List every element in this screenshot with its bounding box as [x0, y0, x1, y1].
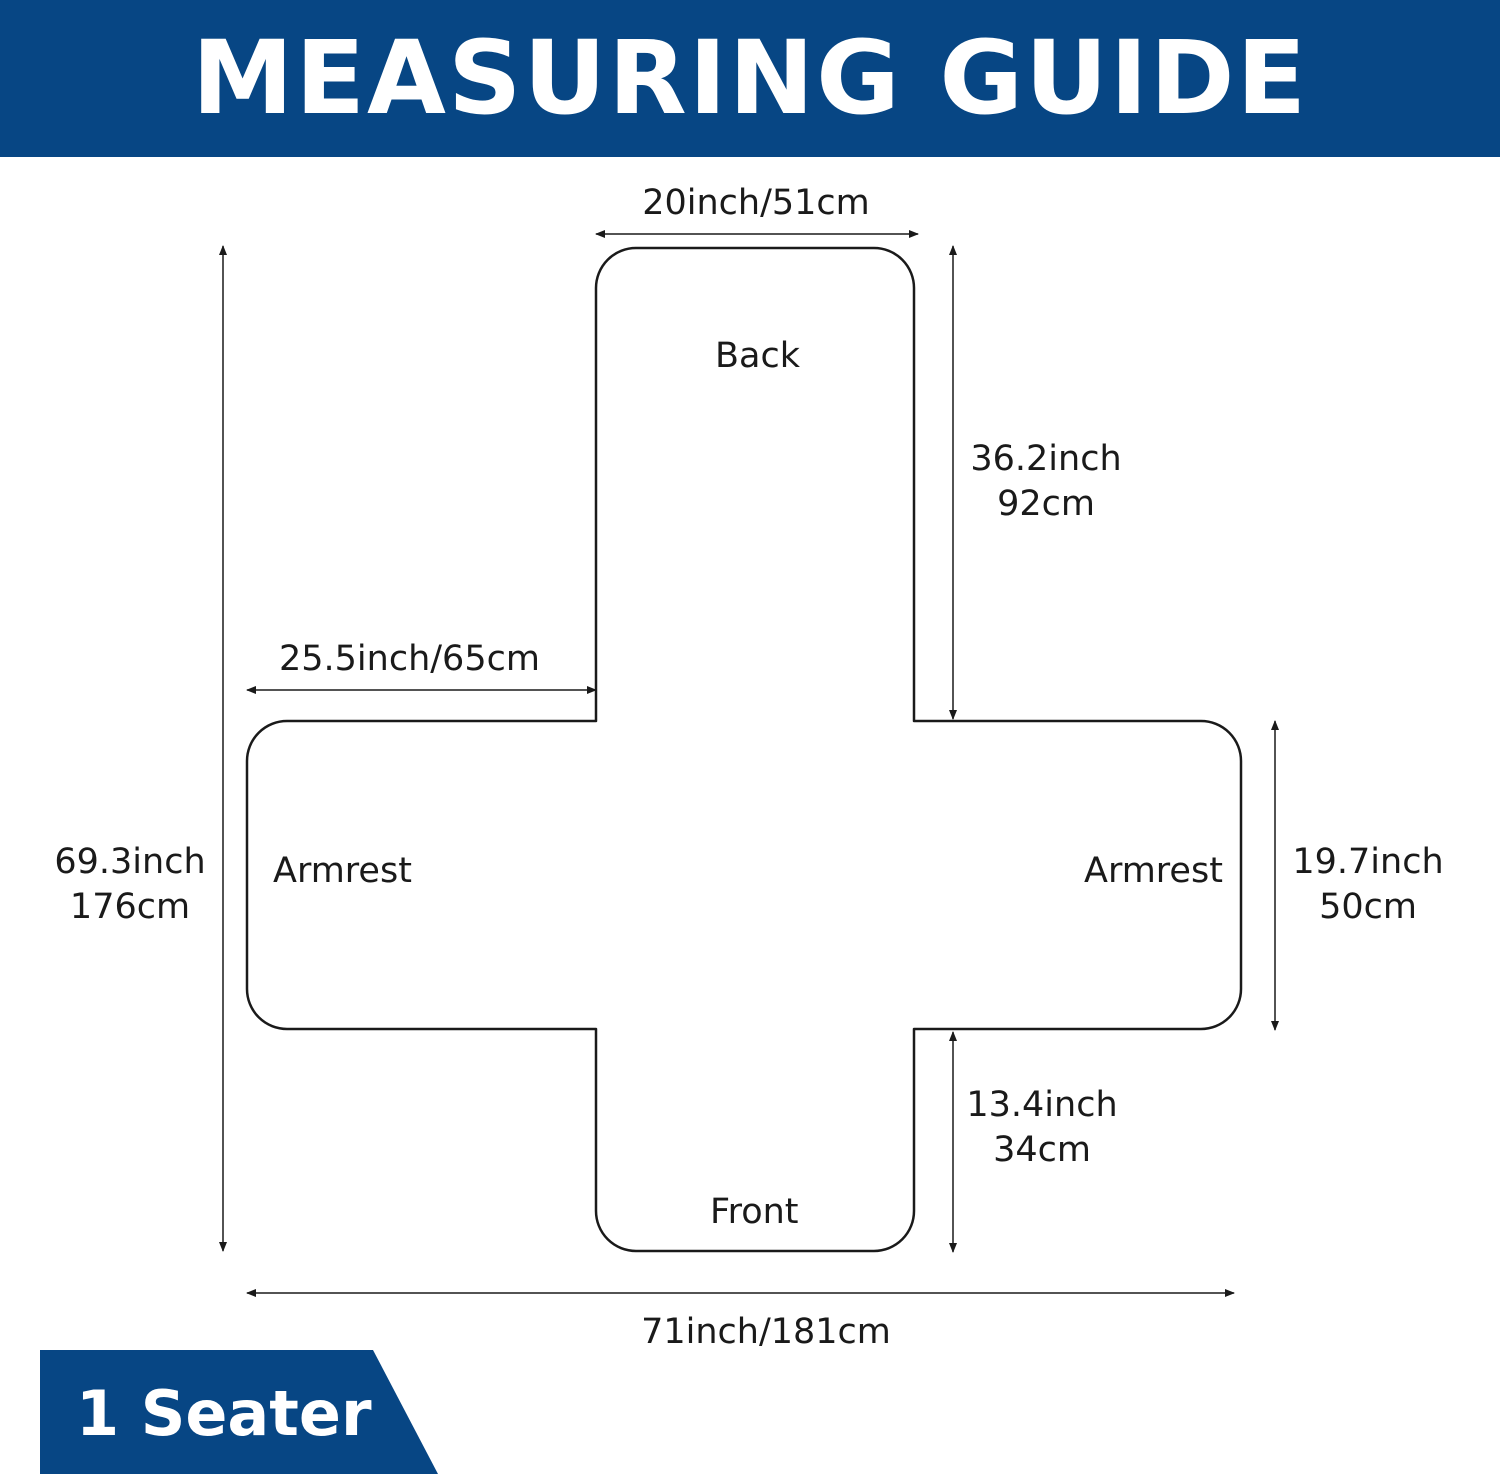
- front-length-inch: 13.4inch: [966, 1085, 1118, 1125]
- dimension-label-total-width: 71inch/181cm: [641, 1312, 891, 1352]
- region-label-armrest-right: Armrest: [1084, 851, 1223, 891]
- seater-badge-label: 1 Seater: [76, 1377, 372, 1450]
- back-length-cm: 92cm: [997, 484, 1095, 524]
- dimension-label-back-length: [946, 437, 1146, 527]
- front-length-cm: 34cm: [993, 1130, 1091, 1170]
- region-label-armrest-left: Armrest: [273, 851, 412, 891]
- total-length-inch: 69.3inch: [54, 842, 206, 882]
- arm-depth-inch: 19.7inch: [1292, 842, 1444, 882]
- dimension-label-back-width: 20inch/51cm: [642, 183, 870, 223]
- dimension-label-arm-depth: [1278, 840, 1458, 930]
- dimension-label-arm-width: 25.5inch/65cm: [279, 639, 540, 679]
- dimension-label-front-length: [942, 1083, 1142, 1173]
- page-title: MEASURING GUIDE: [191, 18, 1309, 138]
- region-label-front: Front: [710, 1192, 799, 1232]
- region-label-back: Back: [715, 336, 800, 376]
- total-length-cm: 176cm: [69, 887, 191, 927]
- dimension-label-total-length: [40, 840, 220, 930]
- arm-depth-cm: 50cm: [1319, 887, 1417, 927]
- back-length-inch: 36.2inch: [970, 439, 1122, 479]
